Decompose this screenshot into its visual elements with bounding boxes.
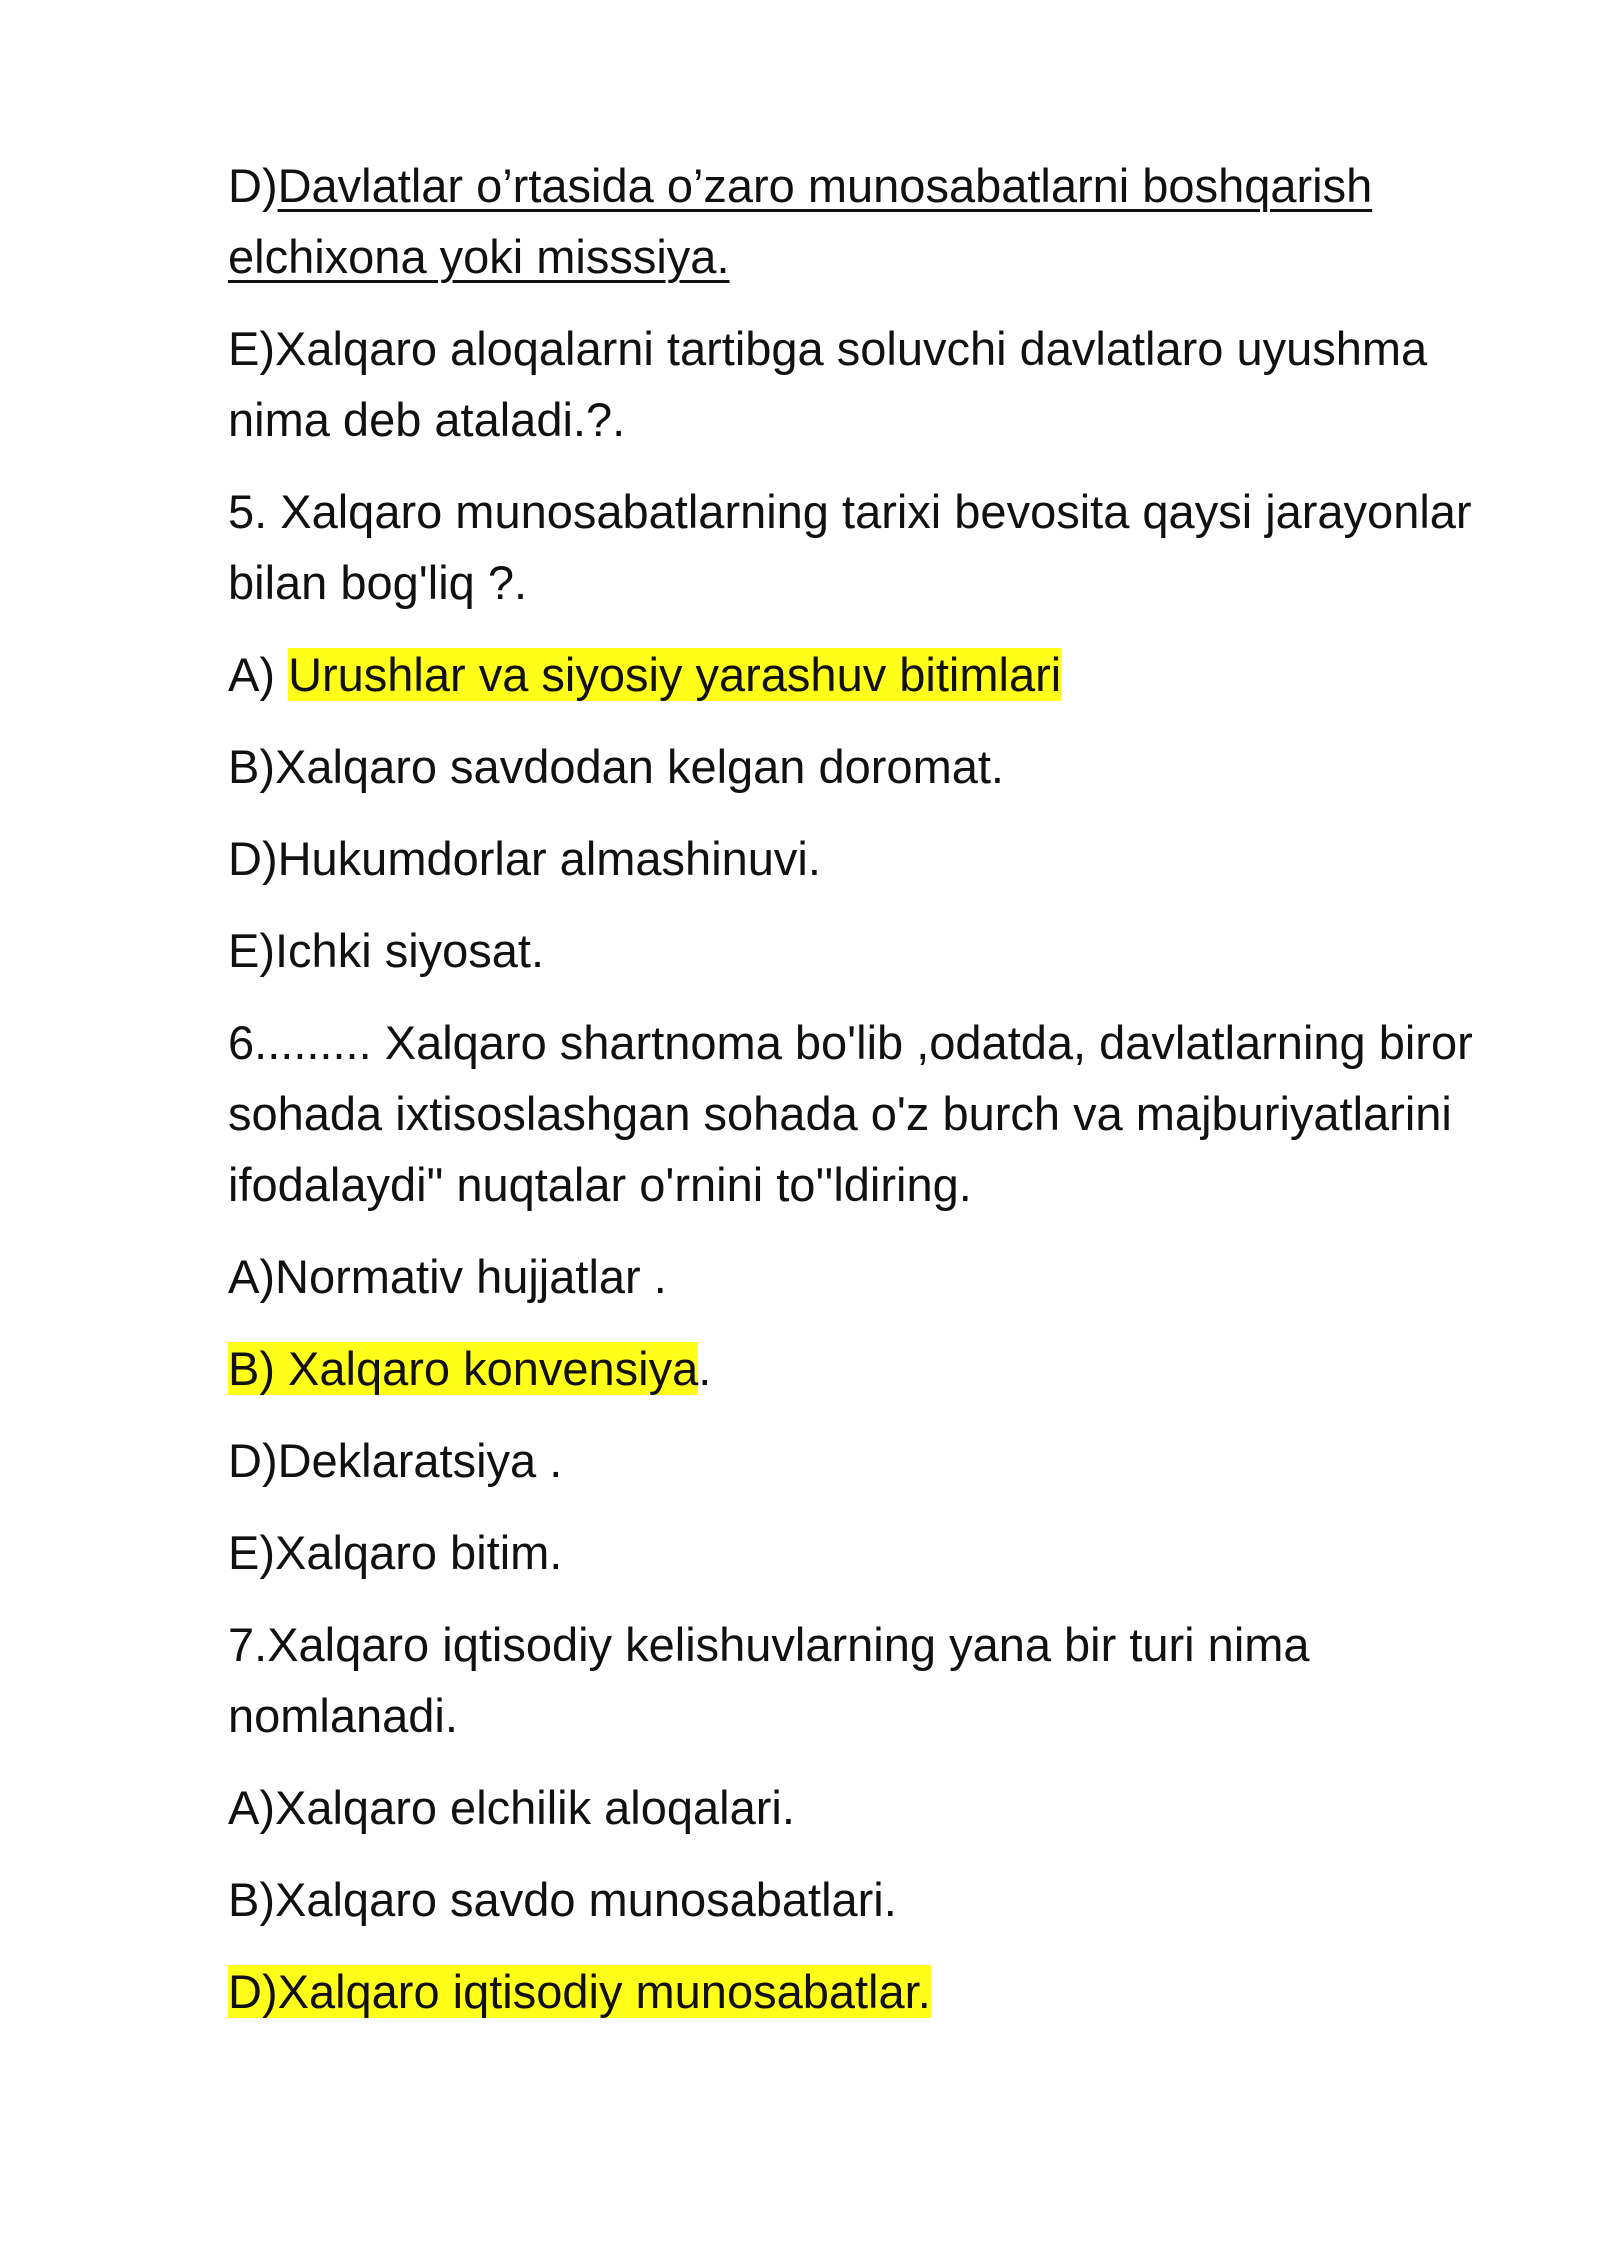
answer-d-q6: [228, 1425, 1500, 1496]
answer-e-q4-text: E)Xalqaro aloqalarni tartibga soluvchi davlatlaro uyushma nima deb ataladi.?.: [228, 322, 1428, 446]
answer-d-q5-text: D)Hukumdorlar almashinuvi.: [228, 832, 821, 885]
answer-b-q6: [228, 1333, 1500, 1404]
answer-d-q4-text-underlined: Davlatlar o’rtasida o’zaro munosabatlarni boshqarish elchixona yoki misssiya.: [228, 159, 1373, 283]
question-7-text: 7.Xalqaro iqtisodiy kelishuvlarning yana bir turi nima nomlanadi.: [228, 1618, 1310, 1742]
answer-a-q5-prefix: A): [228, 648, 289, 701]
answer-a-q5-text-highlighted: Urushlar va siyosiy yarashuv bitimlari: [288, 648, 1062, 701]
answer-b-q7: [228, 1864, 1500, 1935]
answer-e-q6: [228, 1517, 1500, 1588]
answer-e-q6-text: E)Xalqaro bitim.: [228, 1526, 563, 1579]
answer-e-q5: [228, 915, 1500, 986]
answer-a-q7: [228, 1772, 1500, 1843]
answer-b-q7-text: B)Xalqaro savdo munosabatlari.: [228, 1873, 897, 1926]
answer-e-q4: [228, 313, 1500, 455]
answer-b-q5: [228, 731, 1500, 802]
answer-e-q5-text: E)Ichki siyosat.: [228, 924, 545, 977]
answer-d-q7: [228, 1956, 1500, 2027]
document-body: [228, 150, 1500, 2048]
answer-d-q5: [228, 823, 1500, 894]
answer-d-q4-prefix: D): [228, 159, 278, 212]
answer-d-q6-text: D)Deklaratsiya .: [228, 1434, 563, 1487]
answer-d-q7-text-highlighted: D)Xalqaro iqtisodiy munosabatlar.: [228, 1965, 931, 2018]
answer-b-q6-suffix: .: [698, 1342, 712, 1395]
answer-a-q6-text: A)Normativ hujjatlar .: [228, 1250, 667, 1303]
answer-a-q5: [228, 639, 1500, 710]
question-6: [228, 1007, 1500, 1220]
question-6-text: 6......... Xalqaro shartnoma bo'lib ,odatda, davlatlarning biror sohada ixtisoslashgan sohada o'z burch va majburiyatlarini ifodalaydi" nuqtalar o'rnini to''ldiring.: [228, 1016, 1473, 1211]
answer-a-q7-text: A)Xalqaro elchilik aloqalari.: [228, 1781, 795, 1834]
answer-b-q6-text-highlighted: B) Xalqaro konvensiya: [228, 1342, 699, 1395]
answer-b-q5-text: B)Xalqaro savdodan kelgan doromat.: [228, 740, 1004, 793]
answer-a-q6: [228, 1241, 1500, 1312]
question-5-text: 5. Xalqaro munosabatlarning tarixi bevosita qaysi jarayonlar bilan bog'liq ?.: [228, 485, 1472, 609]
question-7: [228, 1609, 1500, 1751]
answer-d-q4: [228, 150, 1500, 292]
question-5: [228, 476, 1500, 618]
